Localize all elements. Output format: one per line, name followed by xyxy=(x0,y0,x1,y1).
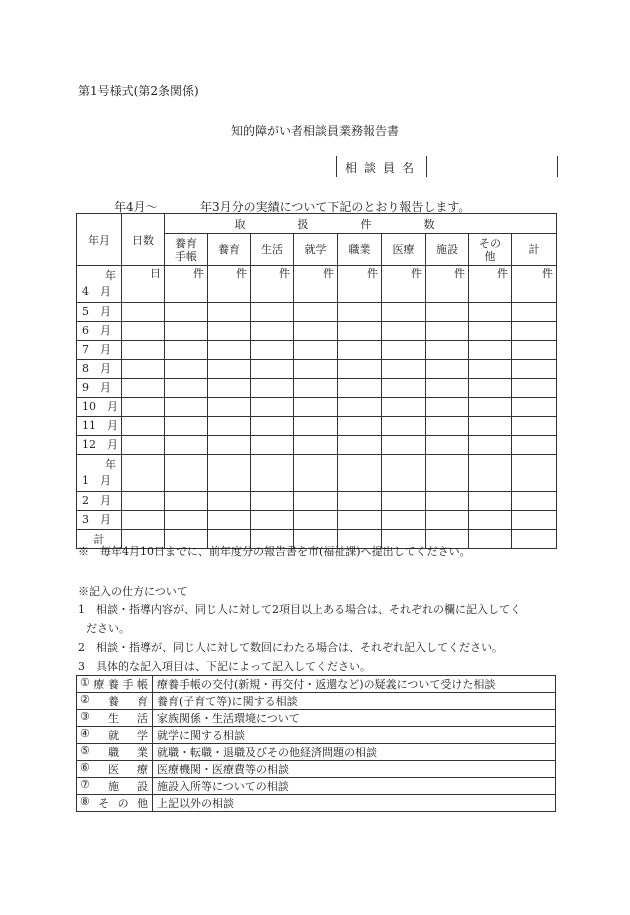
legend-category-char: 療 xyxy=(137,763,148,776)
count-cell xyxy=(165,398,208,417)
month-cell xyxy=(77,417,122,436)
count-cell xyxy=(165,436,208,455)
count-cell xyxy=(251,322,294,341)
legend-description: 就職・転職・退職及びその他経済問題の相談 xyxy=(153,744,556,761)
count-cell xyxy=(426,360,469,379)
count-cell xyxy=(338,303,382,322)
days-cell xyxy=(122,417,165,436)
count-cell xyxy=(165,455,208,492)
count-cell xyxy=(208,511,251,530)
count-cell xyxy=(165,379,208,398)
count-cell xyxy=(469,341,512,360)
count-cell xyxy=(512,360,557,379)
month-label: 1 月 xyxy=(82,474,111,487)
count-cell xyxy=(382,341,426,360)
legend-category-char: ② xyxy=(80,693,90,706)
header-month: 年月 xyxy=(77,214,122,266)
tally-row xyxy=(77,322,557,341)
legend-category-char: ⑤ xyxy=(80,744,90,757)
legend-category xyxy=(77,727,153,744)
count-cell xyxy=(512,341,557,360)
legend-description: 家族関係・生活環境について xyxy=(153,710,556,727)
count-cell xyxy=(512,322,557,341)
count-cell xyxy=(426,341,469,360)
count-cell: 件 xyxy=(338,266,382,303)
count-cell: 件 xyxy=(382,266,426,303)
count-cell xyxy=(382,511,426,530)
month-cell xyxy=(77,492,122,511)
tally-row xyxy=(77,492,557,511)
legend-description: 医療機関・医療費等の相談 xyxy=(153,761,556,778)
legend-category-char: ④ xyxy=(80,727,90,740)
legend-category-char: 就 xyxy=(107,729,119,742)
legend-category xyxy=(77,676,153,693)
count-cell xyxy=(382,398,426,417)
count-cell xyxy=(512,492,557,511)
count-cell xyxy=(338,511,382,530)
header-category: 医療 xyxy=(382,234,426,266)
header-category: その 他 xyxy=(469,234,512,266)
count-cell xyxy=(165,417,208,436)
count-cell xyxy=(208,436,251,455)
header-category: 施設 xyxy=(426,234,469,266)
legend-category xyxy=(77,744,153,761)
count-cell xyxy=(426,303,469,322)
month-cell xyxy=(77,379,122,398)
days-cell xyxy=(122,322,165,341)
legend-row xyxy=(77,693,556,710)
count-cell xyxy=(294,455,338,492)
month-cell xyxy=(77,322,122,341)
days-cell: 日 xyxy=(122,266,165,303)
count-cell: 件 xyxy=(294,266,338,303)
legend-category-char: 学 xyxy=(137,729,148,742)
tally-row xyxy=(77,455,557,492)
days-cell xyxy=(122,303,165,322)
month-cell xyxy=(77,398,122,417)
legend-category-char: 手 xyxy=(122,678,134,691)
count-cell xyxy=(382,436,426,455)
count-cell xyxy=(382,322,426,341)
count-cell xyxy=(208,341,251,360)
count-cell xyxy=(426,417,469,436)
legend-row xyxy=(77,727,556,744)
count-cell xyxy=(426,492,469,511)
count-cell xyxy=(251,379,294,398)
legend-category xyxy=(77,710,153,727)
legend-category-char: ⑦ xyxy=(80,778,90,791)
count-cell xyxy=(165,360,208,379)
count-cell: 件 xyxy=(512,266,557,303)
count-cell xyxy=(165,492,208,511)
count-cell xyxy=(251,341,294,360)
legend-category-char: 養 xyxy=(107,695,119,708)
header-handled-cases-label: 取扱件数 xyxy=(234,217,487,231)
count-cell xyxy=(208,322,251,341)
month-label: 12 月 xyxy=(82,438,118,451)
count-cell xyxy=(469,492,512,511)
count-cell xyxy=(251,436,294,455)
month-cell xyxy=(77,436,122,455)
legend-row xyxy=(77,710,556,727)
count-cell xyxy=(251,303,294,322)
count-cell xyxy=(208,360,251,379)
count-cell: 件 xyxy=(165,266,208,303)
count-cell xyxy=(426,398,469,417)
tally-row xyxy=(77,266,557,303)
month-label: 7 月 xyxy=(82,343,111,356)
count-cell xyxy=(469,322,512,341)
consultant-name-box xyxy=(336,156,558,177)
count-cell xyxy=(382,417,426,436)
header-category: 計 xyxy=(512,234,557,266)
count-cell xyxy=(294,379,338,398)
guide-item-2: 2 相談・指導が、同じ人に対して数回にわたる場合は、それぞれ記入してください。 xyxy=(78,641,503,654)
count-cell xyxy=(294,511,338,530)
submission-note: ※ 毎年4月10日までに、前年度分の報告書を市(福祉課)へ提出してください。 xyxy=(78,545,471,558)
count-cell: 件 xyxy=(469,266,512,303)
legend-category-char: ⑧ xyxy=(80,795,90,808)
count-cell xyxy=(294,492,338,511)
count-cell: 件 xyxy=(426,266,469,303)
monthly-tally-table xyxy=(76,213,557,549)
legend-category-char: 施 xyxy=(107,780,119,793)
count-cell xyxy=(294,322,338,341)
count-cell xyxy=(382,492,426,511)
month-cell xyxy=(77,341,122,360)
count-cell xyxy=(512,436,557,455)
legend-description: 施設入所等についての相談 xyxy=(153,778,556,795)
count-cell xyxy=(338,341,382,360)
count-cell xyxy=(294,398,338,417)
year-unit: 年 xyxy=(105,269,116,282)
header-category: 養育 xyxy=(208,234,251,266)
month-cell xyxy=(77,455,122,492)
header-category: 就学 xyxy=(294,234,338,266)
document-title: 知的障がい者相談員業務報告書 xyxy=(230,124,399,138)
guide-item-1-continued: ださい。 xyxy=(86,622,130,635)
count-cell: 件 xyxy=(208,266,251,303)
count-cell xyxy=(165,322,208,341)
month-cell xyxy=(77,266,122,303)
legend-row xyxy=(77,744,556,761)
count-cell xyxy=(208,379,251,398)
legend-category-char: 帳 xyxy=(137,678,148,691)
count-cell xyxy=(382,303,426,322)
month-cell xyxy=(77,303,122,322)
legend-category xyxy=(77,778,153,795)
legend-category-char: 医 xyxy=(107,763,119,776)
count-cell xyxy=(426,455,469,492)
days-cell xyxy=(122,379,165,398)
legend-category-char: 業 xyxy=(137,746,148,759)
legend-row xyxy=(77,676,556,693)
tally-row xyxy=(77,398,557,417)
count-cell xyxy=(512,303,557,322)
count-cell xyxy=(382,360,426,379)
legend-category xyxy=(77,795,153,812)
legend-category-char: 療 xyxy=(93,678,105,691)
count-cell xyxy=(512,455,557,492)
header-category: 養育 手帳 xyxy=(165,234,208,266)
period-start-text: 年4月～ xyxy=(114,200,158,214)
legend-category-char: ③ xyxy=(80,710,90,723)
tally-row xyxy=(77,360,557,379)
count-cell xyxy=(469,398,512,417)
legend-row xyxy=(77,795,556,812)
guide-title: ※記入の仕方について xyxy=(78,585,188,598)
count-cell xyxy=(469,417,512,436)
count-cell xyxy=(338,436,382,455)
legend-category-char: 他 xyxy=(137,797,148,810)
count-cell xyxy=(338,379,382,398)
header-days: 日数 xyxy=(122,214,165,266)
count-cell xyxy=(251,455,294,492)
count-cell xyxy=(165,341,208,360)
month-label: 11 月 xyxy=(82,419,118,432)
legend-description: 上記以外の相談 xyxy=(153,795,556,812)
count-cell xyxy=(469,455,512,492)
count-cell xyxy=(426,511,469,530)
legend-description: 就学に関する相談 xyxy=(153,727,556,744)
count-cell xyxy=(294,436,338,455)
count-cell xyxy=(512,417,557,436)
legend-description: 養育(子育て等)に関する相談 xyxy=(153,693,556,710)
month-label: 5 月 xyxy=(82,305,111,318)
days-cell xyxy=(122,455,165,492)
count-cell xyxy=(469,303,512,322)
count-cell xyxy=(469,511,512,530)
legend-category-char: の xyxy=(117,797,129,810)
count-cell xyxy=(294,303,338,322)
header-category: 職業 xyxy=(338,234,382,266)
days-cell xyxy=(122,398,165,417)
count-cell xyxy=(208,398,251,417)
month-label: 10 月 xyxy=(82,400,118,413)
count-cell xyxy=(208,303,251,322)
count-cell xyxy=(294,360,338,379)
total-cell xyxy=(512,530,557,549)
consultant-name-label: 相談員名 xyxy=(345,161,422,175)
count-cell xyxy=(338,360,382,379)
category-legend-table xyxy=(76,675,556,812)
count-cell xyxy=(165,511,208,530)
count-cell xyxy=(208,417,251,436)
count-cell xyxy=(382,379,426,398)
tally-row xyxy=(77,379,557,398)
legend-category-char: 設 xyxy=(137,780,148,793)
count-cell xyxy=(338,492,382,511)
count-cell xyxy=(469,379,512,398)
count-cell xyxy=(251,492,294,511)
count-cell xyxy=(251,398,294,417)
count-cell xyxy=(338,417,382,436)
tally-row xyxy=(77,436,557,455)
count-cell xyxy=(426,379,469,398)
legend-row xyxy=(77,761,556,778)
days-cell xyxy=(122,436,165,455)
count-cell xyxy=(251,511,294,530)
month-label: 4 月 xyxy=(82,285,111,298)
legend-category-char: 育 xyxy=(137,695,148,708)
count-cell xyxy=(512,511,557,530)
guide-item-3: 3 具体的な記入項目は、下記によって記入してください。 xyxy=(78,660,371,673)
count-cell xyxy=(208,455,251,492)
month-label: 3 月 xyxy=(82,513,111,526)
header-category: 生活 xyxy=(251,234,294,266)
form-number-label: 第1号様式(第2条関係) xyxy=(78,84,199,98)
total-cell xyxy=(469,530,512,549)
days-cell xyxy=(122,492,165,511)
count-cell xyxy=(251,417,294,436)
days-cell xyxy=(122,511,165,530)
tally-row xyxy=(77,511,557,530)
total-label: 計 xyxy=(77,530,122,549)
legend-category-char: そ xyxy=(98,797,110,810)
count-cell xyxy=(338,398,382,417)
count-cell xyxy=(208,492,251,511)
tally-row xyxy=(77,341,557,360)
month-label: 8 月 xyxy=(82,362,111,375)
header-handled-cases xyxy=(165,214,557,234)
month-label: 2 月 xyxy=(82,494,111,507)
legend-category-char: ① xyxy=(80,676,90,689)
legend-row xyxy=(77,778,556,795)
legend-category xyxy=(77,693,153,710)
legend-description: 療養手帳の交付(新規・再交付・返還など)の疑義について受けた相談 xyxy=(153,676,556,693)
count-cell xyxy=(469,436,512,455)
count-cell xyxy=(512,379,557,398)
guide-item-1: 1 相談・指導内容が、同じ人に対して2項目以上ある場合は、それぞれの欄に記入してく xyxy=(78,603,521,616)
month-cell xyxy=(77,511,122,530)
legend-category-char: ⑥ xyxy=(80,761,90,774)
year-unit: 年 xyxy=(105,458,116,471)
days-cell xyxy=(122,360,165,379)
count-cell xyxy=(469,360,512,379)
count-cell xyxy=(251,360,294,379)
legend-category xyxy=(77,761,153,778)
count-cell xyxy=(294,417,338,436)
count-cell xyxy=(165,303,208,322)
days-cell xyxy=(122,341,165,360)
legend-category-char: 養 xyxy=(107,678,119,691)
count-cell xyxy=(338,455,382,492)
count-cell xyxy=(426,436,469,455)
month-cell xyxy=(77,360,122,379)
tally-row xyxy=(77,417,557,436)
legend-category-char: 活 xyxy=(137,712,148,725)
period-end-text: 年3月分の実績について下記のとおり報告します。 xyxy=(200,200,471,214)
legend-category-char: 職 xyxy=(107,746,119,759)
count-cell xyxy=(382,455,426,492)
count-cell xyxy=(338,322,382,341)
month-label: 9 月 xyxy=(82,381,111,394)
name-separator xyxy=(426,156,427,177)
legend-category-char: 生 xyxy=(107,712,119,725)
count-cell: 件 xyxy=(251,266,294,303)
count-cell xyxy=(294,341,338,360)
tally-row xyxy=(77,303,557,322)
count-cell xyxy=(426,322,469,341)
month-label: 6 月 xyxy=(82,324,111,337)
count-cell xyxy=(512,398,557,417)
